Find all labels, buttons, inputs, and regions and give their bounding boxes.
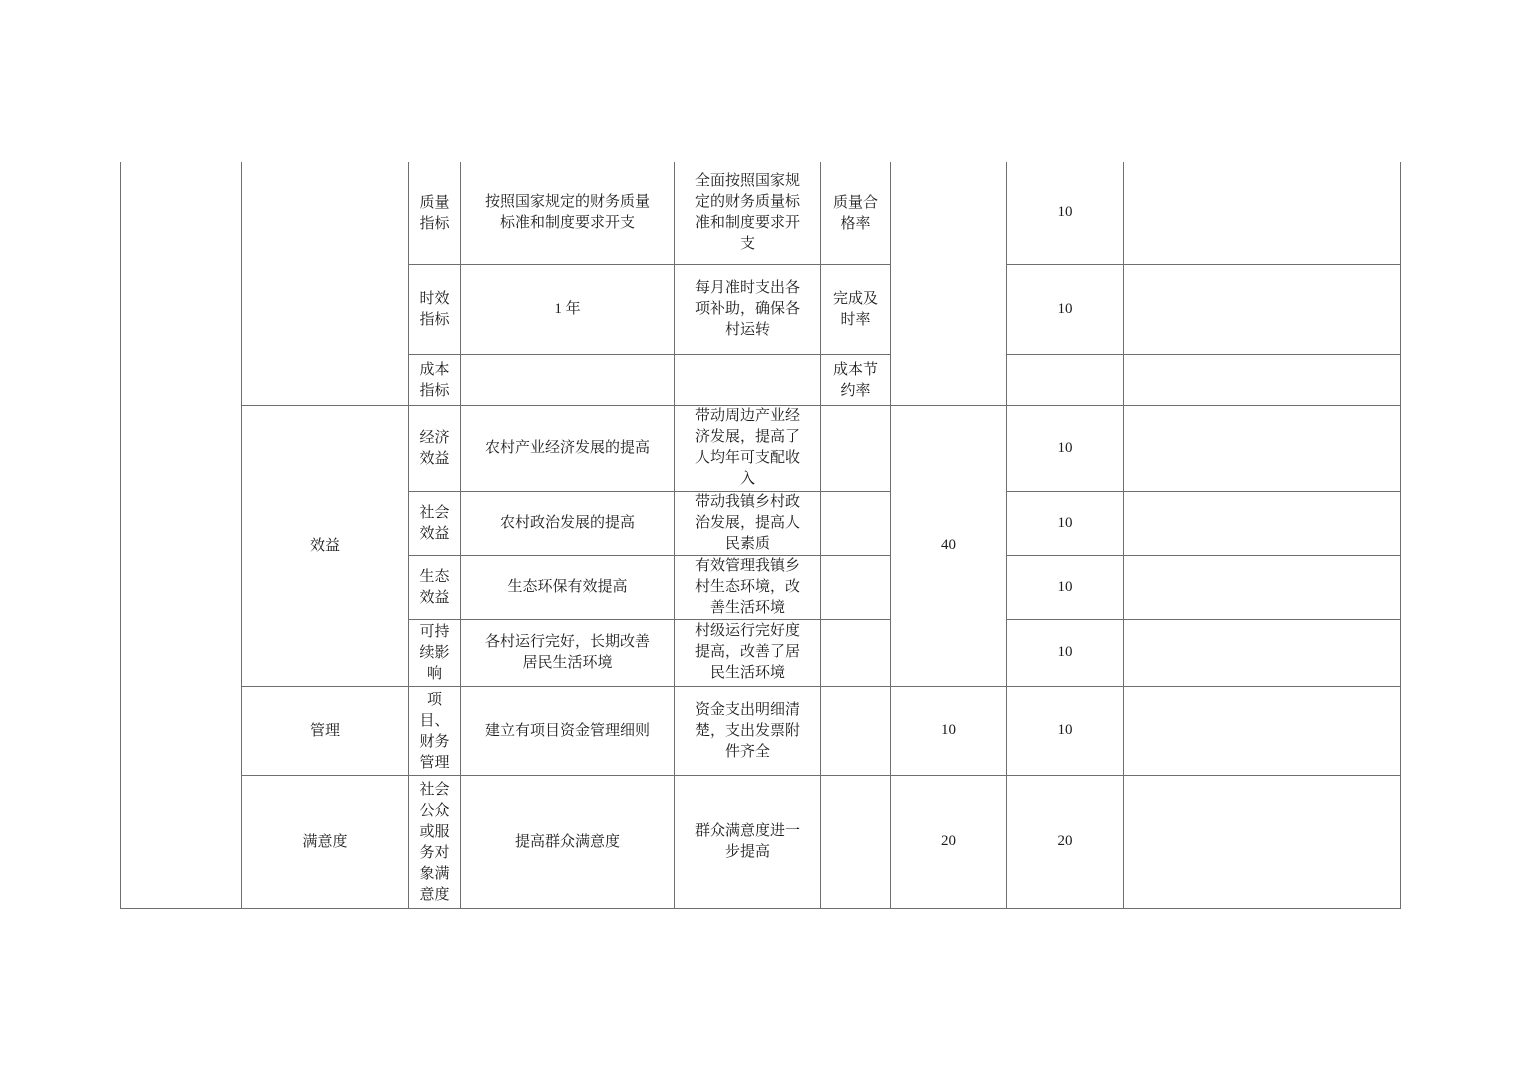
remark-cell — [1124, 162, 1401, 264]
category-label-management: 管理 — [242, 686, 409, 775]
actual-cell: 带动我镇乡村政 治发展，提高人 民素质 — [675, 491, 821, 555]
category-blank-cell — [242, 162, 409, 405]
actual-cell: 群众满意度进一 步提高 — [675, 775, 821, 908]
sub-indicator-cell: 质量 指标 — [409, 162, 461, 264]
metric-cell: 质量合 格率 — [821, 162, 891, 264]
remark-cell — [1124, 555, 1401, 619]
target-cell: 农村政治发展的提高 — [461, 491, 675, 555]
remark-cell — [1124, 405, 1401, 491]
sub-indicator-cell: 社会 公众 或服 务对 象满 意度 — [409, 775, 461, 908]
table-row — [121, 775, 1401, 908]
remark-cell — [1124, 491, 1401, 555]
weight-cell-management: 10 — [891, 686, 1007, 775]
target-cell: 各村运行完好，长期改善 居民生活环境 — [461, 619, 675, 686]
target-cell: 生态环保有效提高 — [461, 555, 675, 619]
actual-cell: 有效管理我镇乡 村生态环境，改 善生活环境 — [675, 555, 821, 619]
actual-cell: 带动周边产业经 济发展，提高了 人均年可支配收 入 — [675, 405, 821, 491]
sub-indicator-cell: 经济 效益 — [409, 405, 461, 491]
target-cell: 按照国家规定的财务质量 标准和制度要求开支 — [461, 162, 675, 264]
sub-indicator-cell: 社会 效益 — [409, 491, 461, 555]
target-cell — [461, 354, 675, 405]
sub-indicator-cell: 时效 指标 — [409, 264, 461, 354]
metric-cell — [821, 775, 891, 908]
target-cell: 提高群众满意度 — [461, 775, 675, 908]
score-cell: 20 — [1007, 775, 1124, 908]
table-row — [121, 162, 1401, 264]
score-cell: 10 — [1007, 405, 1124, 491]
metric-cell: 成本节 约率 — [821, 354, 891, 405]
target-cell: 建立有项目资金管理细则 — [461, 686, 675, 775]
sub-indicator-cell: 可持 续影 响 — [409, 619, 461, 686]
sub-indicator-cell: 项 目、 财务 管理 — [409, 686, 461, 775]
metric-cell — [821, 405, 891, 491]
score-cell: 10 — [1007, 686, 1124, 775]
metric-cell — [821, 491, 891, 555]
remark-cell — [1124, 619, 1401, 686]
weight-cell-satisfaction: 20 — [891, 775, 1007, 908]
weight-cell-benefit: 40 — [891, 405, 1007, 686]
category-label-benefit: 效益 — [242, 405, 409, 686]
remark-cell — [1124, 354, 1401, 405]
score-cell: 10 — [1007, 619, 1124, 686]
metric-cell — [821, 555, 891, 619]
metric-cell: 完成及 时率 — [821, 264, 891, 354]
remark-cell — [1124, 775, 1401, 908]
actual-cell: 每月准时支出各 项补助，确保各 村运转 — [675, 264, 821, 354]
target-cell: 1 年 — [461, 264, 675, 354]
actual-cell: 村级运行完好度 提高，改善了居 民生活环境 — [675, 619, 821, 686]
actual-cell — [675, 354, 821, 405]
table-row — [121, 405, 1401, 491]
score-cell: 10 — [1007, 162, 1124, 264]
actual-cell: 全面按照国家规 定的财务质量标 准和制度要求开 支 — [675, 162, 821, 264]
sub-indicator-cell: 成本 指标 — [409, 354, 461, 405]
score-cell — [1007, 354, 1124, 405]
actual-cell: 资金支出明细清 楚，支出发票附 件齐全 — [675, 686, 821, 775]
category-label-satisfaction: 满意度 — [242, 775, 409, 908]
metric-cell — [821, 619, 891, 686]
remark-cell — [1124, 264, 1401, 354]
score-cell: 10 — [1007, 491, 1124, 555]
metric-cell — [821, 686, 891, 775]
score-cell: 10 — [1007, 264, 1124, 354]
left-blank-column — [121, 162, 242, 908]
weight-blank-cell — [891, 162, 1007, 405]
target-cell: 农村产业经济发展的提高 — [461, 405, 675, 491]
remark-cell — [1124, 686, 1401, 775]
score-cell: 10 — [1007, 555, 1124, 619]
performance-indicator-table — [120, 162, 1401, 909]
table-row — [121, 686, 1401, 775]
sub-indicator-cell: 生态 效益 — [409, 555, 461, 619]
